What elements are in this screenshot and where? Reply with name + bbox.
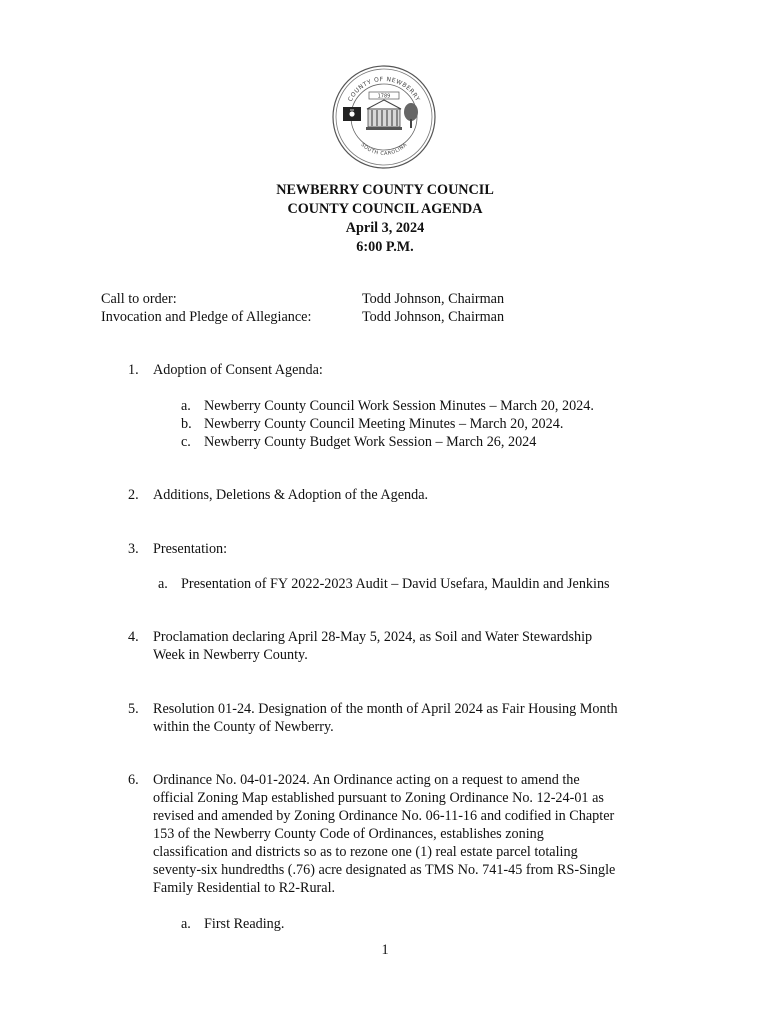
page-number: 1 [381, 942, 389, 958]
item-text: First Reading. [204, 916, 285, 932]
role-row [101, 290, 621, 308]
item-text [153, 700, 663, 736]
item-text-line: Proclamation declaring April 28-May 5, 2024, as Soil and Water Stewardship [153, 629, 593, 645]
item-text-line: Week in Newberry County. [153, 647, 308, 663]
role-row [101, 308, 621, 326]
role-label: Invocation and Pledge of Allegiance: [101, 309, 312, 325]
item-text: Additions, Deletions & Adoption of the Agenda. [153, 487, 429, 503]
item-text-line: Ordinance No. 04-01-2024. An Ordinance acting on a request to amend the [153, 772, 580, 788]
item-text: Presentation of FY 2022-2023 Audit – David Usefara, Mauldin and Jenkins [181, 576, 610, 592]
item-text-line: seventy-six hundredths (.76) acre designated as TMS No. 741-45 from RS-Single [153, 862, 616, 878]
svg-text:1789: 1789 [377, 93, 391, 100]
role-label: Call to order: [101, 291, 177, 307]
agenda-title: COUNTY COUNCIL AGENDA [287, 201, 483, 217]
item-text: Adoption of Consent Agenda: [153, 362, 323, 378]
meeting-time: 6:00 P.M. [356, 239, 414, 255]
item-number: 6. [128, 772, 139, 788]
item-letter: b. [181, 416, 192, 432]
item-letter: a. [158, 576, 168, 592]
item-text: Newberry County Council Work Session Minutes – March 20, 2024. [204, 398, 594, 414]
item-text-line: within the County of Newberry. [153, 719, 334, 735]
county-seal-logo [331, 64, 437, 170]
item-text: Presentation: [153, 541, 228, 557]
item-text-line: Resolution 01-24. Designation of the month of April 2024 as Fair Housing Month [153, 701, 618, 717]
item-number: 4. [128, 629, 139, 645]
item-letter: a. [181, 398, 191, 414]
item-text-line: Family Residential to R2-Rural. [153, 880, 336, 896]
item-number: 5. [128, 701, 139, 717]
agenda-header [0, 181, 770, 257]
item-text [153, 628, 663, 664]
item-text: Newberry County Council Meeting Minutes – March 20, 2024. [204, 416, 564, 432]
svg-text:SOUTH CAROLINA: SOUTH CAROLINA [359, 141, 409, 158]
item-number: 2. [128, 487, 139, 503]
item-text-line: 153 of the Newberry County Code of Ordinances, establishes zoning [153, 826, 544, 842]
svg-text:COUNTY OF NEWBERRY: COUNTY OF NEWBERRY [346, 75, 422, 103]
item-text [153, 771, 663, 897]
item-letter: c. [181, 434, 191, 450]
item-letter: a. [181, 916, 191, 932]
item-number: 3. [128, 541, 139, 557]
meeting-date: April 3, 2024 [345, 220, 425, 236]
role-person: Todd Johnson, Chairman [362, 309, 505, 325]
item-number: 1. [128, 362, 139, 378]
item-text: Newberry County Budget Work Session – March 26, 2024 [204, 434, 537, 450]
item-text-line: classification and districts so as to rezone one (1) real estate parcel totaling [153, 844, 578, 860]
meeting-roles [101, 290, 621, 326]
role-person: Todd Johnson, Chairman [362, 291, 505, 307]
item-text-line: revised and amended by Zoning Ordinance No. 06-11-16 and codified in Chapter [153, 808, 615, 824]
council-name: NEWBERRY COUNTY COUNCIL [276, 182, 494, 198]
item-text-line: official Zoning Map established pursuant to Zoning Ordinance No. 12-24-01 as [153, 790, 604, 806]
